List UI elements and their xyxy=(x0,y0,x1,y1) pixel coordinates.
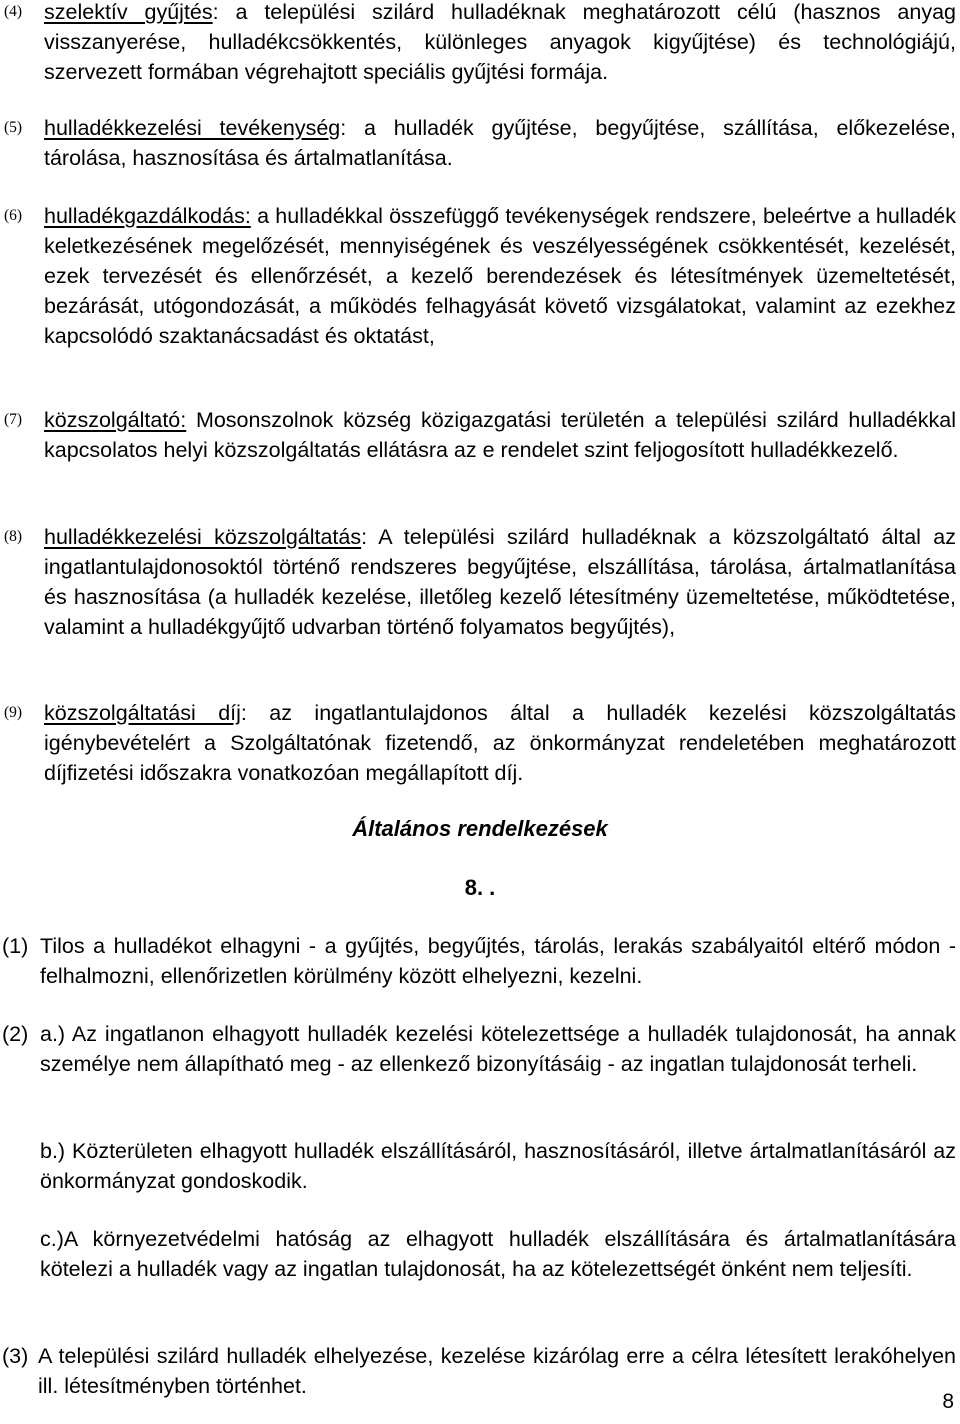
paragraph-text: Tilos a hulladékot elhagyni - a gyűjtés, begyűjtés, tárolás, lerakás szabályaitól eltérő módon - felhalmozni, ellenőrizetlen körülmény között elhelyezni, kezelni. xyxy=(40,934,956,988)
item-number: (6) xyxy=(4,207,23,224)
item-number: (4) xyxy=(4,3,23,20)
item-number: (7) xyxy=(4,411,23,428)
definition-text xyxy=(44,113,956,173)
item-number: (8) xyxy=(4,528,23,545)
definition-text xyxy=(44,698,956,788)
definition-5 xyxy=(0,113,956,173)
definition-text xyxy=(44,405,956,465)
paragraph-number: (2) xyxy=(2,1022,29,1046)
defined-term: közszolgáltatási díj xyxy=(44,701,241,725)
definition-body: : A települési szilárd hulladéknak a közszolgáltató által az ingatlantulajdonosoktól történő rendszeres begyűjtése, elszállítása, tárolása, ártalmatlanítása és hasznosítása (a hulladék kezelése, illetőleg kezelő létesítmény üzemeltetése, működtetése, valamint a hulladékgyűjtő udvarban történő folyamatos begyűjtés), xyxy=(44,525,956,639)
defined-term: hulladékkezelési közszolgáltatás xyxy=(44,525,362,549)
definition-text xyxy=(44,201,956,351)
paragraph-2 xyxy=(0,1019,956,1079)
definition-7 xyxy=(0,405,956,465)
paragraph-text: A települési szilárd hulladék elhelyezése, kezelése kizárólag erre a célra létesített lerakóhelyen ill. létesítményben történhet. xyxy=(38,1344,956,1398)
definition-body: a hulladékkal összefüggő tevékenységek rendszere, beleértve a hulladék keletkezésének megelőzését, mennyiségének és veszélyességének csökkentését, kezelését, ezek tervezését és ellenőrzését, a kezelő berendezések és létesítmények üzemeltetését, bezárását, utógondozását, a működés felhagyását követő vizsgálatokat, valamint az ezekhez kapcsolódó szaktanácsadást és oktatást, xyxy=(44,204,956,348)
item-number: (9) xyxy=(4,704,23,721)
paragraph-number: (1) xyxy=(2,934,29,958)
definition-4 xyxy=(0,0,956,87)
subparagraph-c: c.)A környezetvédelmi hatóság az elhagyott hulladék elszállítására és ártalmatlanítására kötelezi a hulladék vagy az ingatlan tulajdonosát, ha az kötelezettségét önként nem teljesíti. xyxy=(40,1227,956,1281)
defined-term: hulladékkezelési tevékenység xyxy=(44,116,341,140)
paragraph-3 xyxy=(0,1341,956,1401)
definition-body: Mosonszolnok község közigazgatási területén a települési szilárd hulladékkal kapcsolatos helyi közszolgáltatás ellátásra az e rendelet szint feljogosított hulladékkezelő. xyxy=(44,408,956,462)
defined-term: szelektív gyűjtés xyxy=(44,0,213,24)
item-number: (5) xyxy=(4,119,23,136)
definition-8 xyxy=(0,522,956,642)
definition-body: : a települési szilárd hulladéknak meghatározott célú (hasznos anyag visszanyerése, hulladékcsökkentés, különleges anyagok kigyűjtése) és technológiájú, szervezett formában végrehajtott speciális gyűjtési formája. xyxy=(44,0,957,84)
defined-term: hulladékgazdálkodás: xyxy=(44,204,251,228)
definition-text xyxy=(44,522,956,642)
subparagraph-a: a.) Az ingatlanon elhagyott hulladék kezelési kötelezettsége a hulladék tulajdonosát, ha annak személye nem állapítható meg - az ellenkező bizonyításáig - az ingatlan tulajdonosát terheli. xyxy=(40,1022,956,1076)
paragraph-1 xyxy=(0,931,956,991)
definition-body: : az ingatlantulajdonos által a hulladék kezelési közszolgáltatás igénybevételért a Szolgáltatónak fizetendő, az önkormányzat rendeletében meghatározott díjfizetési időszakra vonatkozóan megállapított díj. xyxy=(44,701,957,785)
section-number: 8. . xyxy=(464,875,496,900)
page-number: 8 xyxy=(942,1390,954,1413)
definition-text xyxy=(44,0,956,87)
subparagraph-b: b.) Közterületen elhagyott hulladék elszállításáról, hasznosításáról, illetve ártalmatlanításáról az önkormányzat gondoskodik. xyxy=(40,1139,956,1193)
defined-term: közszolgáltató: xyxy=(44,408,187,432)
definition-body: : a hulladék gyűjtése, begyűjtése, szállítása, előkezelése, tárolása, hasznosítása és ártalmatlanítása. xyxy=(44,116,956,170)
paragraph-number: (3) xyxy=(2,1344,29,1368)
section-heading: Általános rendelkezések xyxy=(352,816,608,841)
definition-6 xyxy=(0,201,956,351)
definition-9 xyxy=(0,698,956,788)
